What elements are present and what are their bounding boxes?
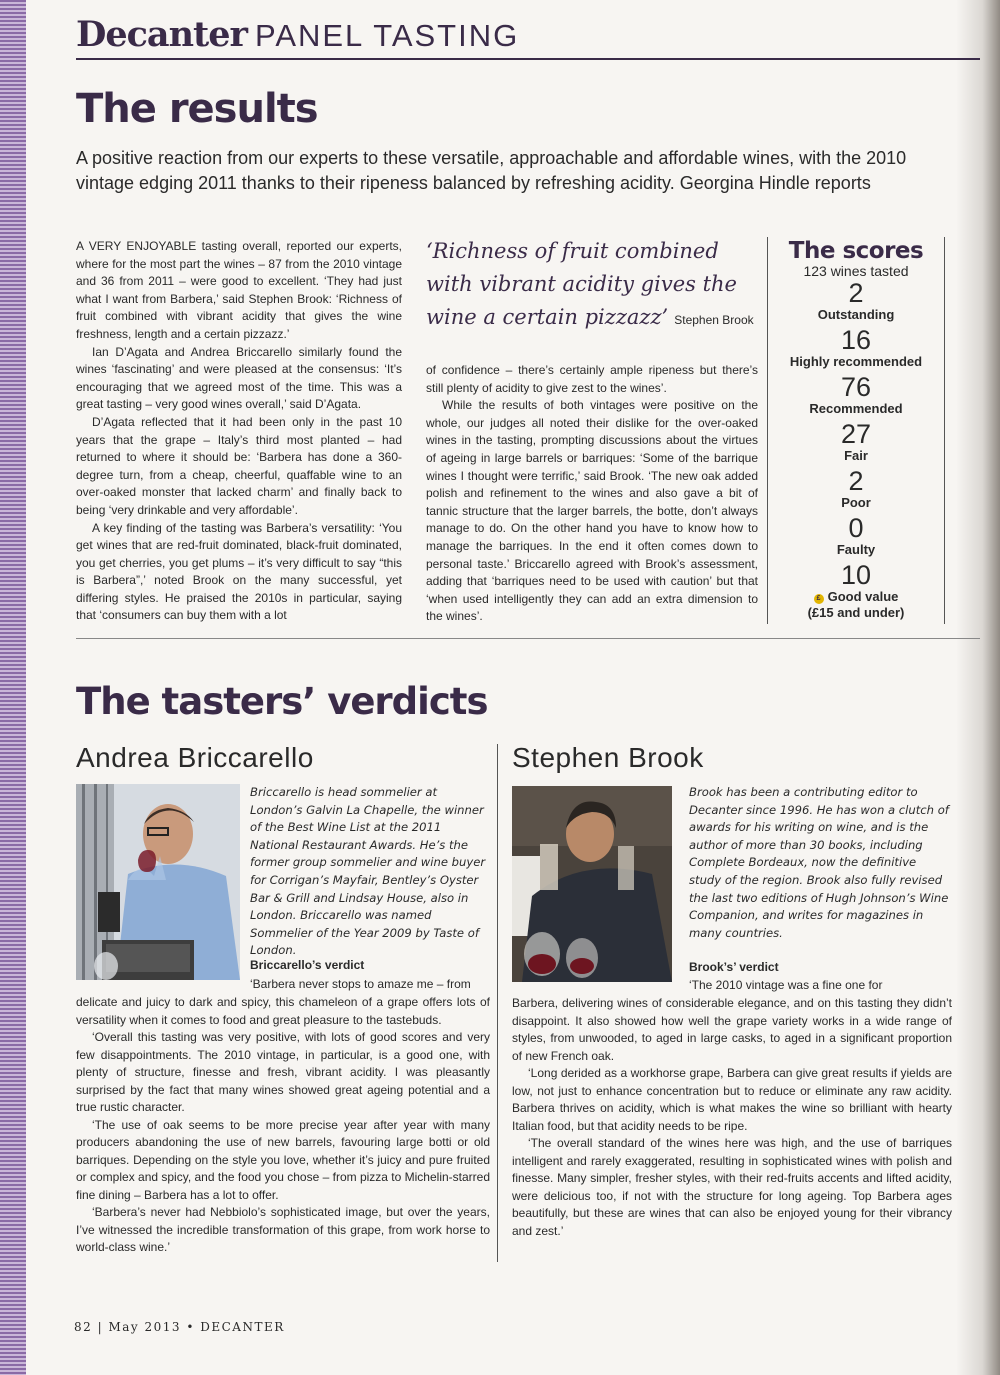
paragraph: of confidence – there’s certainly ample ripeness but there’s still plenty of acidity to give zest to the wines’. [426,363,758,395]
stephen-verdict-opening [689,977,951,995]
stephen-verdict-heading: Brook’s’ verdict [689,960,779,974]
results-column-2 [426,362,758,626]
masthead [76,14,519,54]
stephen-photo-illustration [512,786,672,982]
score-recommended-count: 76 [840,372,872,402]
taster-name-stephen: Stephen Brook [512,742,704,773]
stephen-verdict [512,995,952,1240]
andrea-photo [76,784,240,980]
page-folio: 82 | May 2013 • DECANTER [74,1320,285,1334]
score-poor-count: 2 [848,466,864,496]
stephen-photo [512,786,672,982]
paragraph: A VERY ENJOYABLE tasting overall, reported our experts, where for the most part the wines – 87 from the 2010 vintage and 36 from 2011 – were good to excellent. ‘They had just what I want from Barbera,’ said Stephen Brook: ‘Richness of fruit combined with vibrant acidity that gives the wine freshness, length and a certain pizzazz.’ [76,239,402,341]
pound-coin-icon: £ [814,594,824,604]
column-separator [497,744,498,1262]
paragraph: While the results of both vintages were positive on the whole, our judges all noted their dislike for the over-oaked wines in the tasting, prompting discussions about the virtues of ageing in large barrels or barriques: ‘Some of the barrique wines I thought were terrific,’ said Brook. ‘The new oak added polish and refinement to the wines and also gave a bit of tannic structure that the larger barrels, the botte, don’t always manage to do. On the other hand you have to know how to manage the barriques. In the end it often comes down to personal taste.’ Briccarello agreed with Brook’s assessment, adding that ‘barriques need to be used with caution’ but that ‘when used intelligently they can add an extra dimension to the wines’. [426,398,758,624]
paragraph: Ian D’Agata and Andrea Briccarello similarly found the wines ‘fascinating’ and were pleased at the consensus: ‘It’s encouraging that we agreed most of the time. This was a great tasting – very good wines overall,’ said D’Agata. [76,344,402,412]
pull-quote-attribution: Stephen Brook [674,313,754,327]
good-value-price-note: (£15 and under) [807,605,905,620]
paragraph: ‘Barbera never stops to amaze me – from [250,977,471,991]
standfirst: A positive reaction from our experts to these versatile, approachable and affordable wines, with the 2010 vintage edging 2011 thanks to their ripeness balanced by refreshing acidity. Georgina Hindle reports [76,148,907,193]
paragraph: D’Agata reflected that it had been only in the past 10 years that the grape – Italy’s third most planted – had returned to where it should be: ‘Barbera has done a 360-degree turn, from a cheap, cheerful, quaffable wine to an over-oaked monster that lacked charm’ and finally back to being ‘very drinkable and very affordable’. [76,414,402,517]
scores-box [767,237,945,624]
verdicts-title: The tasters’ verdicts [76,680,488,723]
paragraph: ‘Overall this tasting was very positive, with lots of good scores and very few disappointments. The 2010 vintage, in particular, is a good one, with plenty of structure, finesse and fresh, vibrant acidity. I was pleasantly surprised by the fact that many wines showed great ageing potential and a true rustic character. [76,1030,490,1114]
score-recommended-label: Recommended [809,401,903,416]
paragraph: ‘The use of oak seems to be more precise year after year with many producers abandoning the use of new barrels, favouring large botti or old barriques. Depending on the style you love, whether it’s juicy and pure fruited or complex and spicy, and the food you chose – from pizza to Michelin-starred fine dining – Barbera has a lot to offer. [76,1117,490,1202]
taster-name-andrea: Andrea Briccarello [76,742,314,773]
page-edge-stripe [0,0,26,1375]
masthead-brand: Decanter [76,14,247,55]
paragraph: ‘The overall standard of the wines here was high, and the use of barriques intelligent and rarely exaggerated, resulting in sophisticated wines with polish and finesse. Many simpler, fresher styles, with their red-fruits accents and lifted acidity, were delicious too, if not with the structure for long ageing. Top Barbera ages beautifully, but these are wines that can also be enjoyed young for their vibrancy and zest.’ [512,1136,952,1238]
pull-quote-text: ‘Richness of fruit combined with vibrant acidity gives the wine a certain pizzazz’ [426,239,737,329]
results-title: The results [76,86,318,132]
score-outstanding-label: Outstanding [817,307,895,322]
pull-quote [426,235,766,337]
score-outstanding-count: 2 [848,278,864,308]
scores-title: The scores [788,238,924,264]
stephen-bio: Brook has been a contributing editor to Decanter since 1996. He has won a clutch of awards for his writing on wine, and is the author of more than 30 books, including Complete Bordeaux, now the definitive study of the region. Brook also fully revised the last two editions of Hugh Johnson’s Wine Companion, and writes for magazines in many countries. [689,785,949,940]
andrea-bio: Briccarello is head sommelier at London’s Galvin La Chapelle, the winner of the Best Wine List at the 2011 National Restaurant Awards. He’s the former group sommelier and wine buyer for Corrigan’s Mayfair, Bentley’s Oyster Bar & Grill and Lindsay House, also in London. Briccarello was named Sommelier of the Year 2009 by Taste of London. [250,785,486,958]
paragraph: delicate and juicy to dark and spicy, this chameleon of a grape offers lots of versatility when it comes to food and great pleasure to the tastebuds. [76,995,490,1027]
score-fair-count: 27 [840,419,872,449]
score-highly-recommended-count: 16 [840,325,872,355]
andrea-verdict-heading: Briccarello’s verdict [250,958,365,972]
score-highly-recommended-label: Highly recommended [789,354,923,369]
paragraph: A key finding of the tasting was Barbera’s versatility: ‘You get wines that are red-fruit dominated, black-fruit dominated, you get cherries, you get plums – it’s very difficult to say “this is Barbera”,’ noted Brook on the many successful, yet differing styles. He praised the 2010s in particular, saying that ‘consumers can buy them with a lot [76,520,402,623]
masthead-rule [76,58,980,60]
score-fair-label: Fair [844,448,868,463]
score-faulty-label: Faulty [836,542,876,557]
score-faulty-count: 0 [848,513,864,543]
paragraph: ‘Barbera’s never had Nebbiolo’s sophisticated image, but over the years, I’ve witnessed the incredible transformation of this grape, from work horse to world-class wine.’ [76,1205,490,1254]
score-good-value-label [768,589,944,621]
paragraph: ‘The 2010 vintage was a fine one for [689,978,883,992]
score-poor-label: Poor [841,495,871,510]
score-good-value-count: 10 [840,560,872,590]
page-fold-shadow [956,0,1000,1375]
andrea-photo-illustration [76,784,240,980]
good-value-text: Good value [827,589,899,604]
scores-subtitle: 123 wines tasted [803,263,909,279]
paragraph: ‘Long derided as a workhorse grape, Barbera can give great results if yields are low, not just to enhance concentration but to reduce or eliminate any raw acidity. Barbera thrives on acidity, which is what makes the wine so brilliant with hearty Italian food, but that acidity needs to be ripe. [512,1066,952,1133]
paragraph: Barbera, delivering wines of considerable elegance, and on this tasting they didn’t disappoint. It also showed how well the grape variety works in a wide range of styles, from unwooded, to aged in large casks, to aged in a significant proportion of new French oak. [512,996,952,1063]
andrea-verdict-opening [250,976,488,994]
andrea-verdict [76,994,490,1257]
results-column-1 [76,238,402,625]
section-divider [76,638,980,639]
masthead-section: PANEL TASTING [254,18,520,53]
